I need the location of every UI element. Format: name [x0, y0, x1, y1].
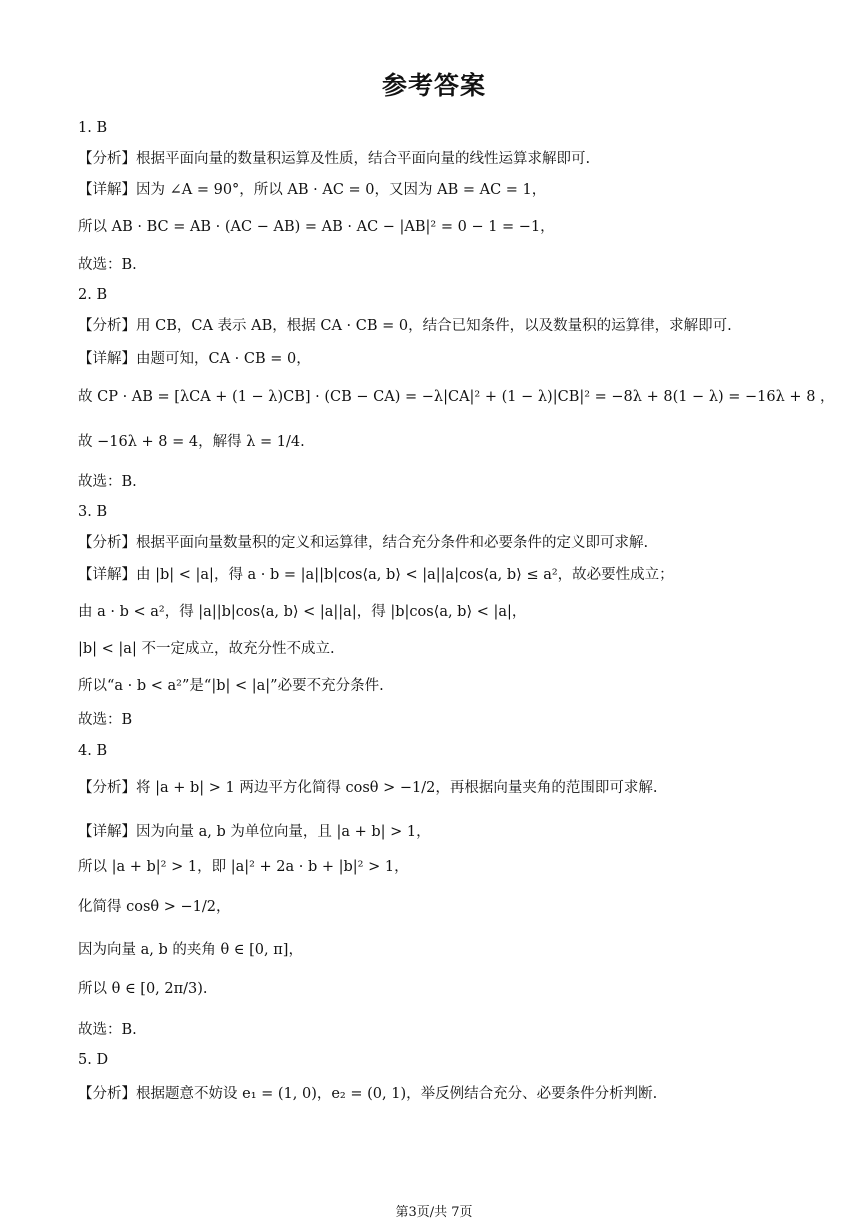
q1-step: 所以 AB · BC = AB · (AC − AB) = AB · AC − |AB|² = 0 − 1 = −1，	[78, 219, 555, 235]
page-title: 参考答案	[381, 71, 486, 100]
q3-choice: 故选：B	[78, 712, 133, 728]
q3-step2: |b| < |a| 不一定成立，故充分性不成立.	[78, 641, 335, 657]
q2-detail: 【详解】由题可知，CA · CB = 0，	[78, 351, 311, 367]
q2-choice: 故选：B.	[78, 474, 137, 490]
q4-detail: 【详解】因为向量 a, b 为单位向量，且 |a + b| > 1，	[78, 824, 431, 840]
q3-answer: 3. B	[78, 504, 108, 520]
q3-step: 由 a · b < a²，得 |a||b|cos⟨a, b⟩ < |a||a|，得 |b|cos⟨a, b⟩ < |a|，	[78, 604, 527, 620]
q5-answer: 5. D	[78, 1052, 109, 1068]
q3-detail: 【详解】由 |b| < |a|，得 a · b = |a||b|cos⟨a, b⟩ < |a||a|cos⟨a, b⟩ ≤ a²，故必要性成立；	[78, 567, 674, 583]
q1-detail: 【详解】因为 ∠A = 90°，所以 AB · AC = 0，又因为 AB = AC = 1，	[78, 182, 547, 198]
q1-choice: 故选：B.	[78, 257, 137, 273]
page-footer: 第3页/共 7页	[395, 1205, 473, 1220]
q2-step: 故 CP · AB = [λCA + (1 − λ)CB] · (CB − CA) = −λ|CA|² + (1 − λ)|CB|² = −8λ + 8(1 − λ) = −16λ + 8 ，	[78, 389, 835, 405]
q2-answer: 2. B	[78, 287, 108, 303]
q1-analysis: 【分析】根据平面向量的数量积运算及性质，结合平面向量的线性运算求解即可.	[78, 151, 591, 167]
q2-solve: 故 −16λ + 8 = 4，解得 λ = 1/4.	[78, 434, 305, 450]
q4-analysis: 【分析】将 |a + b| > 1 两边平方化简得 cosθ > −1/2，再根据向量夹角的范围即可求解.	[78, 780, 658, 796]
q5-analysis: 【分析】根据题意不妨设 e₁ = (1, 0)，e₂ = (0, 1)，举反例结合充分、必要条件分析判断.	[78, 1086, 658, 1102]
q3-conclusion: 所以“a · b < a²”是“|b| < |a|”必要不充分条件.	[78, 678, 384, 694]
q4-answer: 4. B	[78, 743, 108, 759]
q1-answer: 1. B	[78, 120, 108, 136]
q4-simplify: 化简得 cosθ > −1/2，	[78, 899, 231, 915]
q2-analysis: 【分析】用 CB，CA 表示 AB，根据 CA · CB = 0，结合已知条件，以及数量积的运算律，求解即可.	[78, 318, 732, 334]
q4-choice: 故选：B.	[78, 1022, 137, 1038]
q4-step: 所以 |a + b|² > 1，即 |a|² + 2a · b + |b|² > 1，	[78, 859, 409, 875]
q4-range: 因为向量 a, b 的夹角 θ ∈ [0, π]，	[78, 942, 303, 958]
q3-analysis: 【分析】根据平面向量数量积的定义和运算律，结合充分条件和必要条件的定义即可求解.	[78, 535, 649, 551]
q4-conclusion: 所以 θ ∈ [0, 2π/3).	[78, 981, 208, 997]
